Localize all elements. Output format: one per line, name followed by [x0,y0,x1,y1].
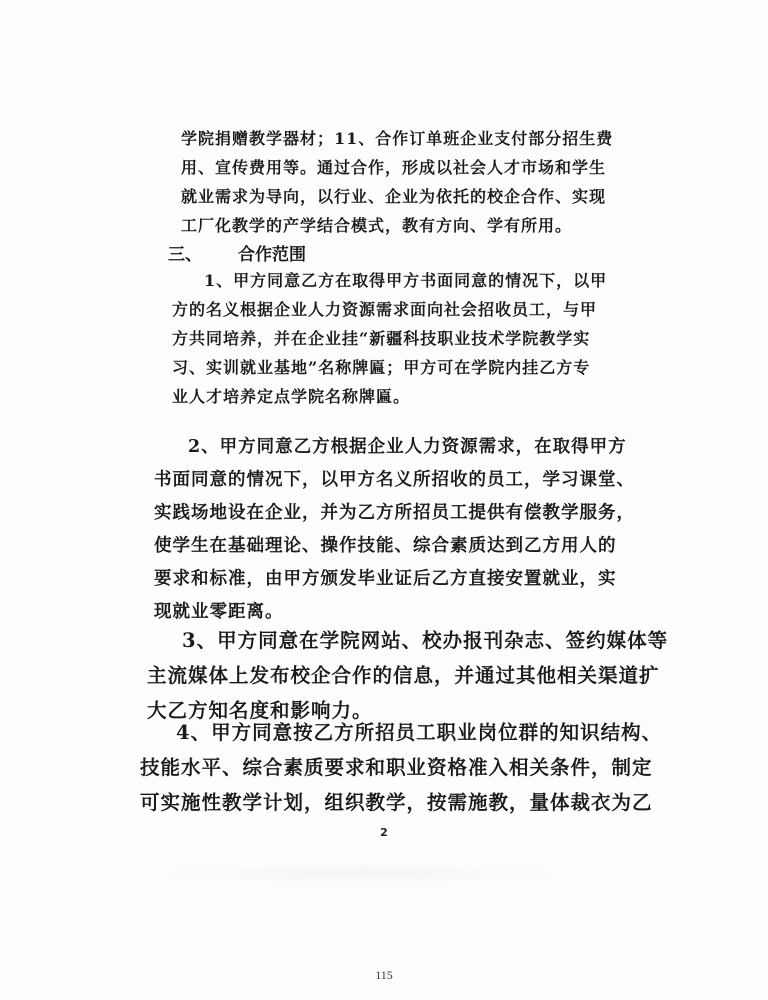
text-line: 就业需求为导向，以行业、企业为依托的校企合作、实现 [181,187,607,206]
footer-page-number: 115 [375,968,393,982]
text-line: 2、甲方同意乙方根据企业人力资源需求，在取得甲方 [188,437,627,457]
text-line: 实践场地设在企业，并为乙方所招员工提供有偿教学服务， [154,503,635,523]
text-line: 现就业零距离。 [154,602,284,622]
scan-smudge [150,862,570,884]
text-line: 要求和标准，由甲方颁发毕业证后乙方直接安置就业，实 [154,569,617,589]
text-line: 方共同培养，并在企业挂“新疆科技职业技术学院教学实 [172,329,591,348]
text-line: 学院捐赠教学器材；11、合作订单班企业支付部分招生费 [181,129,614,148]
text-line: 3、甲方同意在学院网站、校办报刊杂志、签约媒体等 [182,629,669,652]
section-number: 三、 [168,245,202,265]
page-number: 2 [380,826,388,839]
text-line: 书面同意的情况下，以甲方名义所招收的员工，学习课堂、 [154,470,635,490]
text-line: 使学生在基础理论、操作技能、综合素质达到乙方用人的 [154,536,617,556]
text-line: 习、实训就业基地”名称牌匾；甲方可在学院内挂乙方专 [172,358,591,377]
text-line: 用、宣传费用等。通过合作，形成以社会人才市场和学生 [181,158,607,177]
text-line: 1、甲方同意乙方在取得甲方书面同意的情况下，以甲 [204,271,608,290]
text-line: 技能水平、综合素质要求和职业资格准入相关条件，制定 [140,756,653,779]
text-line: 可实施性教学计划，组织教学，按需施教，量体裁衣为乙 [140,791,653,814]
text-line: 业人才培养定点学院名称牌匾。 [172,387,411,406]
text-line: 工厂化教学的产学结合模式，教有方向、学有所用。 [181,216,573,235]
section-title: 合作范围 [238,245,306,265]
text-line: 4、甲方同意按乙方所招员工职业岗位群的知识结构、 [176,721,663,744]
text-line: 方的名义根据企业人力资源需求面向社会招收员工，与甲 [172,300,598,319]
text-line: 主流媒体上发布校企合作的信息，并通过其他相关渠道扩 [147,664,660,687]
text-line: 大乙方知名度和影响力。 [147,699,373,722]
